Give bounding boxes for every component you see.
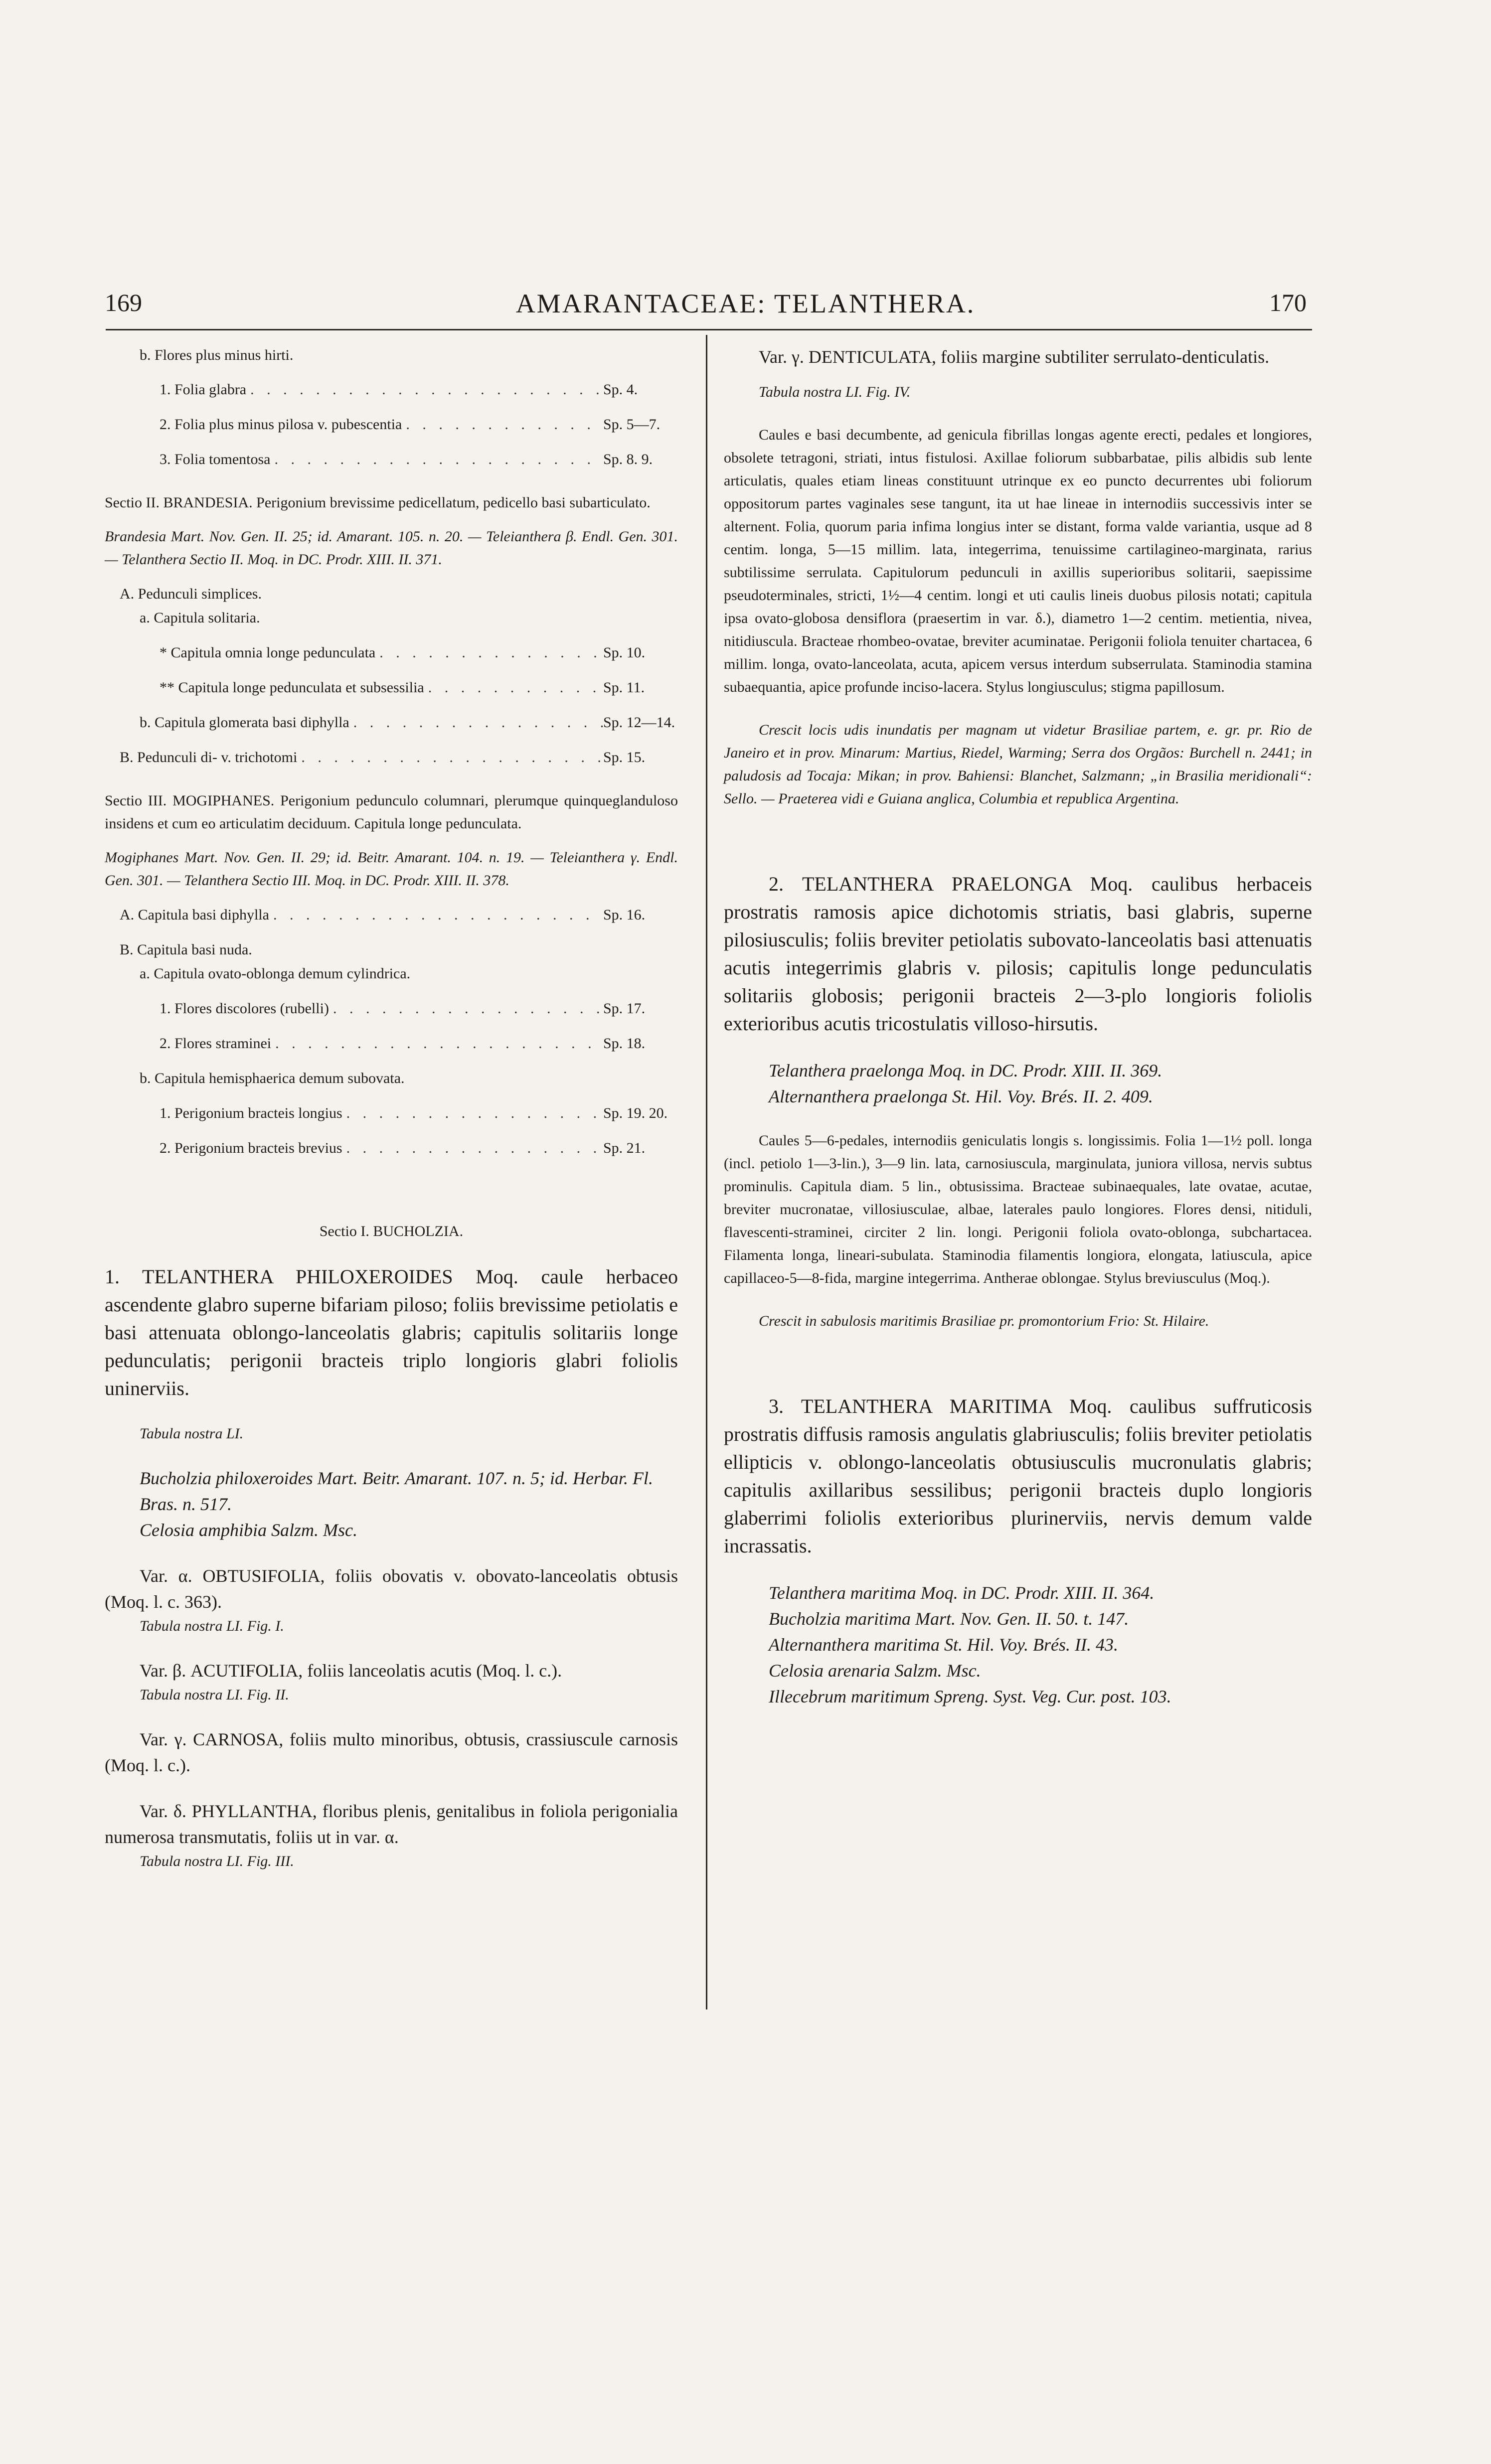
key-row-ref: Sp. 5—7. <box>603 416 661 433</box>
species-1-habitat: Crescit locis udis inundatis per magnam ut videtur Brasiliae partem, e. gr. pr. Rio de Janeiro et in prov. Minarum: Martius, Riedel, Warming; Serra dos Orgãos: Burchell n. 2441; in paludosis ad Tocaja: Mikan; in prov. Bahiensi: Blanchet, Salzmann; „in Brasilia meridionali“: Sello. — Praeterea vidi e Guiana anglica, Columbia et republica Argentina. <box>724 722 1312 807</box>
key-row <box>105 1101 678 1125</box>
sectio-3-synonymy: Mogiphanes Mart. Nov. Gen. II. 29; id. Beitr. Amarant. 104. n. 19. — Teleianthera γ. Endl. Gen. 301. — Telanthera Sectio III. Moq. in DC. Prodr. XIII. II. 378. <box>105 849 678 889</box>
key-row <box>105 676 678 700</box>
synonym-line: Celosia arenaria Salzm. Msc. <box>769 1661 981 1681</box>
key-row <box>105 1032 678 1056</box>
left-column <box>105 344 678 1873</box>
right-column <box>724 344 1312 1709</box>
key-row-ref: Sp. 16. <box>603 907 646 923</box>
page-header <box>0 288 1491 328</box>
sectio-1-heading: Sectio I. BUCHOLZIA. <box>319 1223 464 1239</box>
key-row-text: b. Capitula hemisphaerica demum subovata. <box>140 1070 405 1086</box>
header-rule <box>106 329 1312 330</box>
key-row-text: 2. Folia plus minus pilosa v. pubescentia <box>160 416 402 433</box>
key-heading: b. Flores plus minus hirti. <box>140 347 294 363</box>
key-row-ref: Sp. 4. <box>603 381 638 398</box>
key-row-text: 3. Folia tomentosa <box>160 451 271 467</box>
key-row-text: A. Capitula basi diphylla <box>120 907 269 923</box>
key-row-ref: Sp. 12—14. <box>603 714 675 731</box>
key-row-text: a. Capitula solitaria. <box>140 610 260 626</box>
key-row <box>105 606 678 630</box>
key-row <box>105 1136 678 1160</box>
key-row-text: B. Pedunculi di- v. trichotomi <box>120 749 298 766</box>
sectio-3-description: Sectio III. MOGIPHANES. Perigonium pedunculo columnari, plerumque quinqueglanduloso insidens et cum eo articulatim deciduum. Capitula longe pedunculata. <box>105 792 678 832</box>
synonym-line: Celosia amphibia Salzm. Msc. <box>140 1520 357 1540</box>
variety-gamma: Var. γ. CARNOSA, foliis multo minoribus, obtusis, crassiuscule carnosis (Moq. l. c.). <box>105 1729 678 1775</box>
synonym-line: Illecebrum maritimum Spreng. Syst. Veg. Cur. post. 103. <box>769 1687 1171 1706</box>
key-row <box>105 711 678 735</box>
key-row-ref: Sp. 15. <box>603 749 646 766</box>
page-number-left: 169 <box>105 289 142 316</box>
key-row-text: B. Capitula basi nuda. <box>120 941 252 958</box>
species-3-diagnosis: 3. TELANTHERA MARITIMA Moq. caulibus suffruticosis prostratis diffusis ramosis angulatis glabriusculis; foliis breviter petiolatis ellipticis v. oblongo-lanceolatis obtusiusculis mucronulatis glabris; capitulis axillaribus sessilibus; perigonii bracteis duplo longioris glaberrimi foliolis exterioribus plurinerviis, nervis demum valde incrassatis. <box>724 1395 1312 1557</box>
key-row-text: 1. Folia glabra <box>160 381 247 398</box>
key-row-text: a. Capitula ovato-oblonga demum cylindrica. <box>140 965 411 982</box>
key-row-text: A. Pedunculi simplices. <box>120 586 262 602</box>
variety-denticulata: Var. γ. DENTICULATA, foliis margine subtiliter serrulato-denticulatis. <box>759 347 1270 367</box>
key-list-3 <box>105 903 678 1160</box>
species-1-diagnosis: 1. TELANTHERA PHILOXEROIDES Moq. caule herbaceo ascendente glabro superne bifariam piloso; foliis brevissime petiolatis e basi attenuata oblongo-lanceolatis glabris; capitulis solitariis longe pedunculatis; perigonii bracteis triplo longioris glabri foliolis uninerviis. <box>105 1265 678 1399</box>
key-row-text: 2. Perigonium bracteis brevius <box>160 1140 342 1156</box>
key-row <box>105 746 678 770</box>
synonym-line: Alternanthera maritima St. Hil. Voy. Brés. II. 43. <box>769 1635 1118 1655</box>
key-list-2 <box>105 582 678 770</box>
variety-tabula: Tabula nostra LI. Fig. III. <box>140 1853 294 1869</box>
key-row-text: 1. Perigonium bracteis longius <box>160 1105 342 1121</box>
species-2-diagnosis: 2. TELANTHERA PRAELONGA Moq. caulibus herbaceis prostratis ramosis apice dichotomis striatis, basi glabris, superne pilosiusculis; foliis breviter petiolatis subovato-lanceolatis basi attenuatis acutis integerrimis glabris v. pilosis; capitulis longe pedunculatis solitariis globosis; perigonii bracteis 2—3-plo longioris foliolis exterioribus acutis tricostulatis villoso-hirsutis. <box>724 873 1312 1035</box>
species-1-description: Caules e basi decumbente, ad genicula fibrillas longas agente erecti, pedales et longiores, obsolete tetragoni, striati, intus fistulosi. Axillae foliorum subbarbatae, pilis albidis sub lente articulatis, quales etiam lineas constituunt utrinque ex eo puncto decurrentes ubi foliorum oppositorum partes vaginales sese tangunt, ita ut hae lineae in internodiis successivis inter se alternent. Folia, quorum paria infima longius inter se distant, forma valde variantia, usque ad 8 centim. longa, 5—15 millim. lata, integerrima, tenuissime cartilagineo-marginata, rarius subtilissime serrulata. Capitulorum pedunculi in axillis superioribus solitarii, saepissime pseudoterminales, stricti, 1½—4 centim. longi et uti caulis lineis duobus pilosis notati; capitula ipsa ovato-globosa densiflora (praesertim in var. δ.), diametro 1—2 centim. metientia, nivea, nitidiuscula. Bracteae rhombeo-ovatae, breviter acuminatae. Perigonii foliola tenuiter chartacea, 6 millim. longa, ovato-lanceolata, acuta, apicem versus interdum subserrulata. Staminodia stamina subaequantia, apice profunde inciso-lacera. Stylus longiusculus; stigma papillosum. <box>724 427 1312 695</box>
key-row-ref: Sp. 21. <box>603 1140 646 1156</box>
key-row <box>105 962 678 986</box>
key-row-text: 2. Flores straminei <box>160 1035 272 1052</box>
key-row <box>105 413 678 437</box>
sectio-2-description: Sectio II. BRANDESIA. Perigonium brevissime pedicellatum, pedicello basi subarticulato. <box>105 494 651 511</box>
variety-tabula: Tabula nostra LI. Fig. IV. <box>759 384 911 400</box>
key-row-text: ** Capitula longe pedunculata et subsessilia <box>160 679 424 696</box>
tabula-ref: Tabula nostra LI. <box>140 1425 244 1442</box>
key-row-text: b. Capitula glomerata basi diphylla <box>140 714 349 731</box>
sectio-2-synonymy: Brandesia Mart. Nov. Gen. II. 25; id. Amarant. 105. n. 20. — Teleianthera β. Endl. Gen. 301. — Telanthera Sectio II. Moq. in DC. Prodr. XIII. II. 371. <box>105 528 678 568</box>
variety-beta: Var. β. ACUTIFOLIA, foliis lanceolatis acutis (Moq. l. c.). <box>140 1661 562 1681</box>
key-row-ref: Sp. 17. <box>603 1000 646 1017</box>
key-row <box>105 378 678 402</box>
key-row <box>105 903 678 927</box>
key-row-ref: Sp. 19. 20. <box>603 1105 668 1121</box>
species-2-habitat: Crescit in sabulosis maritimis Brasiliae pr. promontorium Frio: St. Hilaire. <box>759 1313 1209 1329</box>
key-row-ref: Sp. 10. <box>603 644 646 661</box>
page-number-right: 170 <box>1269 289 1307 316</box>
running-title: AMARANTACEAE: TELANTHERA. <box>515 289 976 318</box>
variety-tabula: Tabula nostra LI. Fig. II. <box>140 1687 289 1703</box>
key-row-text: * Capitula omnia longe pedunculata <box>160 644 376 661</box>
column-divider <box>706 335 707 2009</box>
synonym-line: Bucholzia philoxeroides Mart. Beitr. Amarant. 107. n. 5; id. Herbar. Fl. Bras. n. 517. <box>140 1468 653 1514</box>
synonym-line: Bucholzia maritima Mart. Nov. Gen. II. 50. t. 147. <box>769 1609 1129 1629</box>
key-row <box>105 448 678 471</box>
key-row-ref: Sp. 8. 9. <box>603 451 653 467</box>
variety-delta: Var. δ. PHYLLANTHA, floribus plenis, genitalibus in foliola perigonialia numerosa transmutatis, foliis ut in var. α. <box>105 1801 678 1847</box>
synonym-line: Telanthera maritima Moq. in DC. Prodr. XIII. II. 364. <box>769 1583 1155 1603</box>
key-row <box>105 1067 678 1090</box>
synonym-line: Telanthera praelonga Moq. in DC. Prodr. XIII. II. 369. <box>769 1061 1162 1080</box>
key-row <box>105 641 678 665</box>
species-2-description: Caules 5—6-pedales, internodiis geniculatis longis s. longissimis. Folia 1—1½ poll. longa (incl. petiolo 1—3-lin.), 3—9 lin. lata, carnosiuscula, marginulata, juniora villosa, nervis subtus prominulis. Capitula diam. 5 lin., obtusissima. Bracteae subinaequales, late ovatae, acutae, breviter mucronatae, villosiusculae, albae, laterales paulo longiores. Flores densi, nitiduli, flavescenti-straminei, circiter 2 lin. longi. Perigonii foliola ovato-oblonga, subchartacea. Filamenta longa, lineari-subulata. Staminodia filamentis longiora, elongata, latiuscula, apice capillaceo-5—8-fida, margine integerrima. Antherae oblongae. Stylus breviusculus (Moq.). <box>724 1132 1312 1286</box>
key-row-ref: Sp. 18. <box>603 1035 646 1052</box>
key-row-text: 1. Flores discolores (rubelli) <box>160 1000 329 1017</box>
key-row-ref: Sp. 11. <box>603 679 645 696</box>
key-list-1 <box>105 378 678 471</box>
key-row <box>105 582 678 606</box>
variety-tabula: Tabula nostra LI. Fig. I. <box>140 1618 284 1634</box>
variety-alpha: Var. α. OBTUSIFOLIA, foliis obovatis v. obovato-lanceolatis obtusis (Moq. l. c. 363). <box>105 1566 678 1612</box>
key-row <box>105 997 678 1021</box>
key-row <box>105 938 678 962</box>
synonym-line: Alternanthera praelonga St. Hil. Voy. Brés. II. 2. 409. <box>769 1086 1153 1106</box>
